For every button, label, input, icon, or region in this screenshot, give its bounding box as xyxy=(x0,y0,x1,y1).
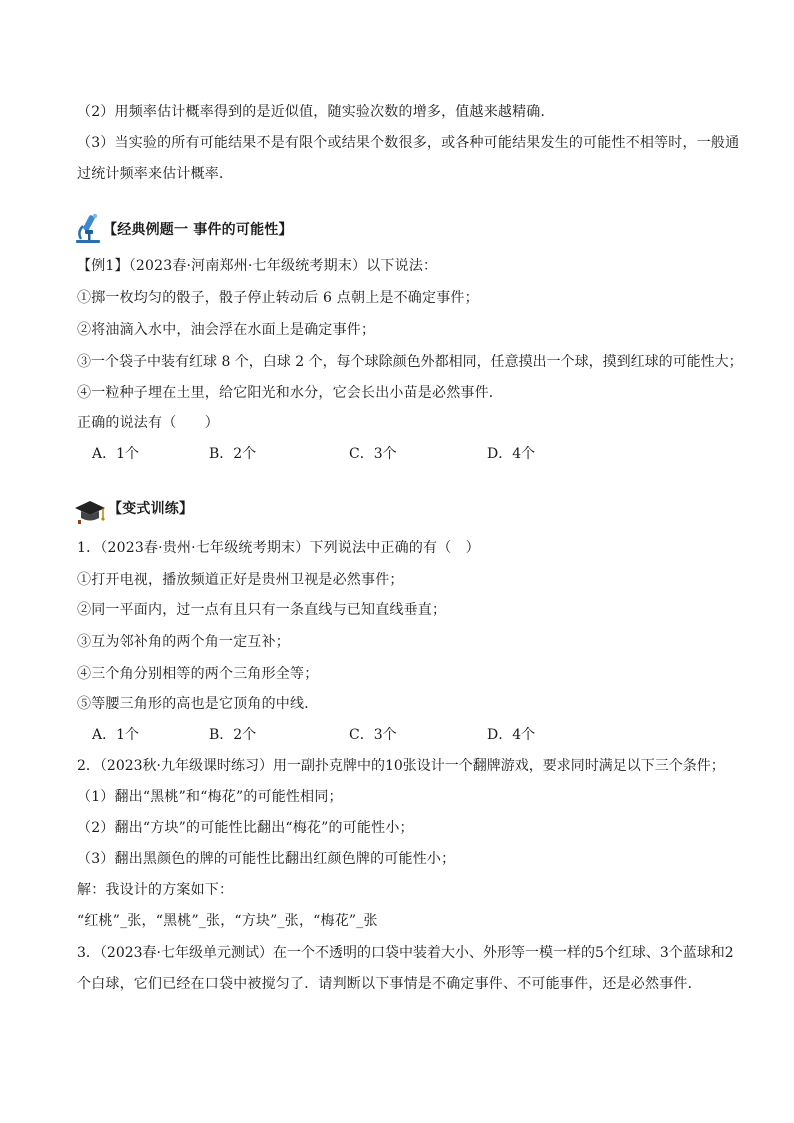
q2-answer-intro: 解：我设计的方案如下： xyxy=(77,882,234,898)
example-option-c: C．3个 xyxy=(349,446,397,462)
example-item-3: ③一个袋子中装有红球 8 个，白球 2 个，每个球除颜色外都相同，任意摸出一个球，摸到红球的可能性大； xyxy=(77,354,743,370)
q1-option-c: C．3个 xyxy=(349,727,397,743)
q3-stem-line-2: 个白球，它们已经在口袋中被搅匀了．请判断以下事情是不确定事件、不可能事件，还是必然事件． xyxy=(77,976,702,992)
example-stem: 【例1】（2023春·河南郑州·七年级统考期末）以下说法： xyxy=(77,258,438,274)
example-option-b: B．2个 xyxy=(209,446,257,462)
q2-condition-3: （3）翻出黑颜色的牌的可能性比翻出红颜色牌的可能性小； xyxy=(77,851,456,867)
q2-condition-1: （1）翻出“黑桃”和“梅花”的可能性相同； xyxy=(77,789,343,805)
microscope-icon xyxy=(73,212,103,248)
q1-item-2: ②同一平面内，过一点有且只有一条直线与已知直线垂直； xyxy=(77,602,447,618)
graduation-cap-icon xyxy=(74,499,106,529)
q2-stem: 2．（2023秋·九年级课时练习）用一副扑克牌中的10张设计一个翻牌游戏，要求同时满足以下三个条件； xyxy=(77,758,725,774)
q1-option-a: A．1个 xyxy=(92,727,140,743)
q3-stem-line-1: 3．（2023春·七年级单元测试）在一个不透明的口袋中装着大小、外形等一模一样的5个红球、3个蓝球和2 xyxy=(77,945,734,961)
example-item-1: ①掷一枚均匀的骰子，骰子停止转动后 6 点朝上是不确定事件； xyxy=(77,290,479,306)
intro-paragraph-3-line-2: 过统计频率来估计概率． xyxy=(77,166,234,182)
example-item-4: ④一粒种子埋在土里，给它阳光和水分，它会长出小苗是必然事件． xyxy=(77,385,503,401)
example-item-2: ②将油滴入水中，油会浮在水面上是确定事件； xyxy=(77,322,376,338)
example-question: 正确的说法有（ ） xyxy=(77,415,219,431)
q1-item-1: ①打开电视，播放频道正好是贵州卫视是必然事件； xyxy=(77,572,404,588)
q1-stem: 1．（2023春·贵州·七年级统考期末）下列说法中正确的有（ ） xyxy=(77,540,480,556)
example-option-a: A．1个 xyxy=(92,446,140,462)
practice-section-title: 【变式训练】 xyxy=(108,501,194,517)
intro-paragraph-3-line-1: （3）当实验的所有可能结果不是有限个或结果个数很多，或各种可能结果发生的可能性不相等时，一般通 xyxy=(77,135,740,151)
q1-option-d: D．4个 xyxy=(487,727,536,743)
example-section-title: 【经典例题一 事件的可能性】 xyxy=(103,222,293,238)
q1-item-4: ④三个角分别相等的两个三角形全等； xyxy=(77,666,319,682)
example-option-d: D．4个 xyxy=(487,446,536,462)
intro-paragraph-2: （2）用频率估计概率得到的是近似值，随实验次数的增多，值越来越精确． xyxy=(77,104,555,120)
q1-item-5: ⑤等腰三角形的高也是它顶角的中线． xyxy=(77,696,319,712)
q1-option-b: B．2个 xyxy=(209,727,257,743)
q2-answer-line: “红桃”_张，“黑桃”_张，“方块”_张，“梅花”_张 xyxy=(77,913,378,929)
q1-item-3: ③互为邻补角的两个角一定互补； xyxy=(77,634,290,650)
q2-condition-2: （2）翻出“方块”的可能性比翻出“梅花”的可能性小； xyxy=(77,820,414,836)
